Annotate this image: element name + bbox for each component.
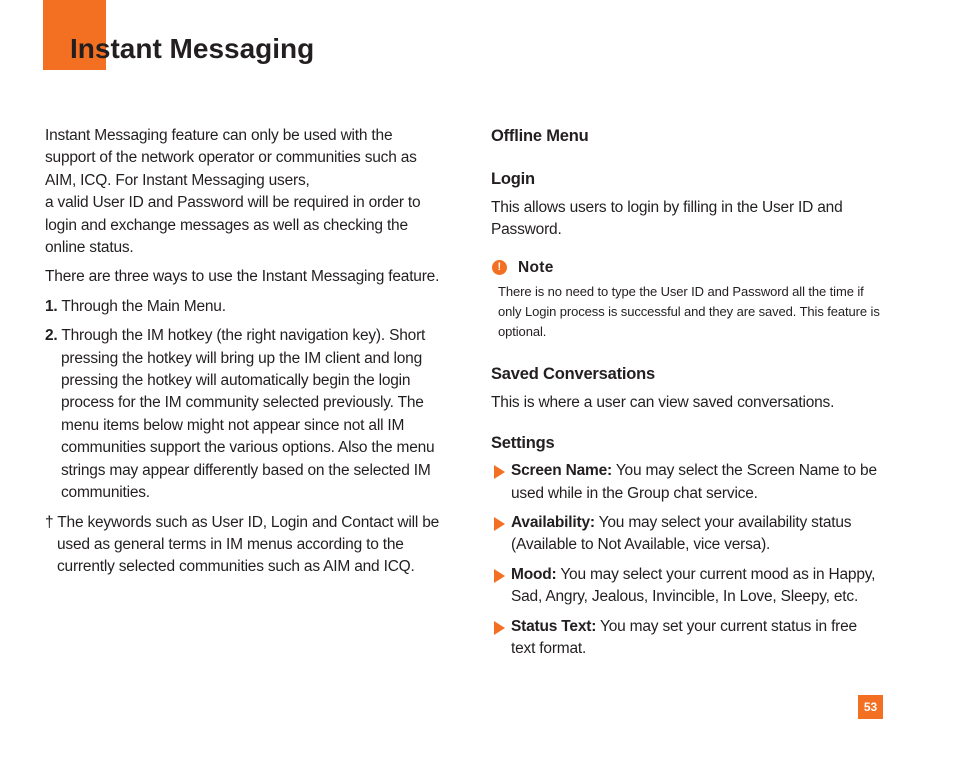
login-description: This allows users to login by filling in the User ID and Password. (491, 199, 843, 239)
section-heading-offline-menu: Offline Menu (491, 127, 589, 145)
list-item-text: Through the Main Menu. (61, 297, 226, 315)
triangle-bullet-icon (494, 621, 505, 635)
settings-item-label: Availability: (511, 514, 595, 532)
settings-item-screen-name (491, 460, 883, 505)
right-column (491, 125, 883, 660)
usage-ways-paragraph: There are three ways to use the Instant Messaging feature. (45, 268, 440, 286)
intro-paragraph-continued: a valid User ID and Password will be required in order to login and exchange messages as well as checking the online status. (45, 194, 421, 257)
section-heading-login: Login (491, 170, 535, 188)
settings-item-status-text (491, 616, 883, 661)
triangle-bullet-icon (494, 569, 505, 583)
settings-item-label: Screen Name: (511, 462, 612, 480)
list-item (45, 325, 441, 504)
settings-item-text: You may set your current status in free text format. (511, 617, 857, 658)
note-label: Note (518, 258, 554, 276)
note-text: There is no need to type the User ID and Password all the time if only Login process is successful and they are saved. This feature is optional. (498, 283, 880, 339)
left-column (45, 125, 441, 579)
settings-item-text: You may select your current mood as in Happy, Sad, Angry, Jealous, Invincible, In Love, Sleepy, etc. (511, 565, 876, 606)
list-item-number: 1. (45, 297, 58, 315)
intro-paragraph: Instant Messaging feature can only be used with the support of the network operator or communities such as AIM, ICQ. For Instant Messaging users, (45, 127, 417, 189)
footnote (45, 512, 441, 579)
page-number-badge: 53 (858, 695, 883, 719)
footnote-mark: † (45, 513, 54, 531)
list-item (45, 296, 441, 318)
settings-item-label: Mood: (511, 565, 557, 583)
exclamation-icon: ! (492, 260, 507, 275)
saved-conversations-description: This is where a user can view saved conversations. (491, 393, 835, 411)
triangle-bullet-icon (494, 465, 505, 479)
note-heading (491, 258, 883, 278)
triangle-bullet-icon (494, 517, 505, 531)
list-item-text: Through the IM hotkey (the right navigation key). Short pressing the hotkey will bring up the IM client and long pressing the hotkey will automatically begin the login process for the IM community selected previously. The menu items below might not appear since not all IM communities support the various options. Also the menu strings may appear differently based on the selected IM communities. (61, 327, 435, 502)
settings-item-label: Status Text: (511, 617, 597, 635)
settings-item-mood (491, 564, 883, 609)
settings-item-availability (491, 512, 883, 557)
list-item-number: 2. (45, 327, 58, 345)
section-heading-saved-conversations: Saved Conversations (491, 364, 656, 383)
footnote-text: The keywords such as User ID, Login and Contact will be used as general terms in IM menus according to the currently selected communities such as AIM and ICQ. (57, 513, 440, 576)
settings-item-text: You may select the Screen Name to be used while in the Group chat service. (511, 462, 877, 502)
section-heading-settings: Settings (491, 434, 555, 453)
page-title: Instant Messaging (70, 33, 315, 64)
settings-item-text: You may select your availability status (Available to Not Available, vice versa). (511, 514, 852, 554)
